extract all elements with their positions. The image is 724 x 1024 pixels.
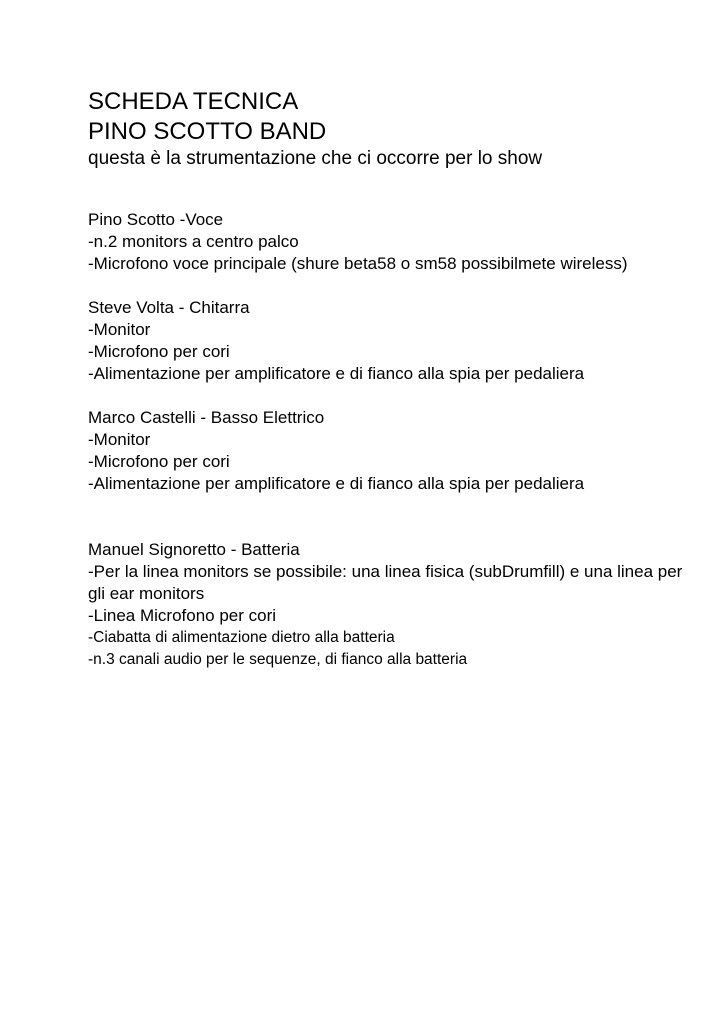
document-title-line-2: PINO SCOTTO BAND — [88, 118, 327, 145]
list-item: -n.3 canali audio per le sequenze, di fianco alla batteria — [88, 651, 468, 668]
list-item: -Alimentazione per amplificatore e di fianco alla spia per pedaliera — [88, 364, 585, 383]
list-item: -Microfono voce principale (shure beta58 o sm58 possibilmete wireless) — [88, 254, 628, 273]
section-bass — [88, 407, 698, 495]
document-page — [88, 87, 698, 671]
document-subtitle: questa è la strumentazione che ci occorre per lo show — [88, 148, 543, 169]
list-item: -Microfono per cori — [88, 452, 230, 471]
list-item: -Alimentazione per amplificatore e di fianco alla spia per pedaliera — [88, 474, 585, 493]
section-guitar — [88, 297, 698, 385]
list-item: -Monitor — [88, 320, 151, 339]
section-drums — [88, 539, 698, 671]
section-vocals — [88, 209, 698, 275]
section-heading: Pino Scotto -Voce — [88, 210, 224, 229]
list-item: -n.2 monitors a centro palco — [88, 232, 299, 251]
document-title-line-1: SCHEDA TECNICA — [88, 88, 299, 115]
list-item: -Ciabatta di alimentazione dietro alla batteria — [88, 629, 395, 646]
section-heading: Steve Volta - Chitarra — [88, 298, 250, 317]
list-item: -Linea Microfono per cori — [88, 606, 277, 625]
section-heading: Manuel Signoretto - Batteria — [88, 540, 300, 559]
list-item: -Per la linea monitors se possibile: una linea fisica (subDrumfill) e una linea per gli ear monitors — [88, 562, 683, 603]
section-heading: Marco Castelli - Basso Elettrico — [88, 408, 325, 427]
list-item: -Monitor — [88, 430, 151, 449]
list-item: -Microfono per cori — [88, 342, 230, 361]
